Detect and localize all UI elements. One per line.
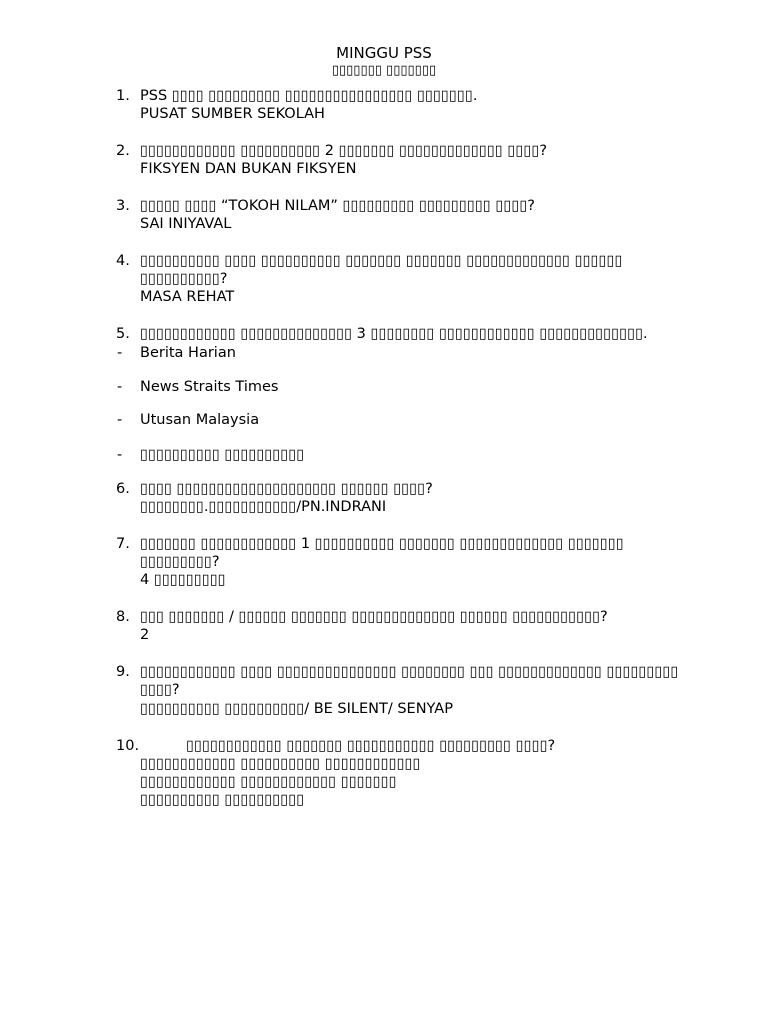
question-1: PSS ▯▯▯▯ ▯▯▯▯▯▯▯▯▯ ▯▯▯▯▯▯▯▯▯▯▯▯▯▯▯▯ ▯▯▯▯▯▯▯. (140, 88, 478, 104)
question-4-line-1: ▯▯▯▯▯▯▯▯▯▯ ▯▯▯▯ ▯▯▯▯▯▯▯▯▯▯ ▯▯▯▯▯▯▯ ▯▯▯▯▯▯▯ ▯▯▯▯▯▯▯▯▯▯▯▯▯ ▯▯▯▯▯▯ (140, 253, 623, 269)
question-9-line-1: ▯▯▯▯▯▯▯▯▯▯▯▯ ▯▯▯▯ ▯▯▯▯▯▯▯▯▯▯▯▯▯▯▯ ▯▯▯▯▯▯▯▯ ▯▯▯ ▯▯▯▯▯▯▯▯▯▯▯▯▯ ▯▯▯▯▯▯▯▯▯ (140, 664, 679, 680)
item-number-3: 3. (116, 198, 130, 214)
answer-9: ▯▯▯▯▯▯▯▯▯▯ ▯▯▯▯▯▯▯▯▯▯/ BE SILENT/ SENYAP (140, 701, 453, 717)
item-number-2: 2. (116, 143, 130, 159)
newspaper-item: Berita Harian (140, 345, 236, 361)
page-subtitle: ▯▯▯▯▯▯▯ ▯▯▯▯▯▯▯ (331, 63, 437, 78)
newspaper-item: News Straits Times (140, 379, 279, 395)
question-10: ▯▯▯▯▯▯▯▯▯▯▯▯ ▯▯▯▯▯▯▯ ▯▯▯▯▯▯▯▯▯▯▯ ▯▯▯▯▯▯▯▯▯ ▯▯▯▯? (186, 738, 556, 754)
question-7-line-2: ▯▯▯▯▯▯▯▯▯? (140, 554, 220, 570)
bullet-dash: - (117, 379, 123, 395)
bullet-dash: - (117, 447, 123, 463)
answer-10-line-2: ▯▯▯▯▯▯▯▯▯▯▯▯ ▯▯▯▯▯▯▯▯▯▯▯▯ ▯▯▯▯▯▯▯ (140, 774, 397, 790)
item-number-5: 5. (116, 326, 130, 342)
item-number-4: 4. (116, 253, 130, 269)
newspaper-item: Utusan Malaysia (140, 412, 260, 428)
question-9-line-2: ▯▯▯▯? (140, 682, 180, 698)
item-number-6: 6. (116, 481, 130, 497)
question-3: ▯▯▯▯▯ ▯▯▯▯ “TOKOH NILAM” ▯▯▯▯▯▯▯▯▯ ▯▯▯▯▯▯▯▯▯ ▯▯▯▯? (140, 198, 535, 214)
answer-6: ▯▯▯▯▯▯▯▯.▯▯▯▯▯▯▯▯▯▯▯/PN.INDRANI (140, 499, 387, 515)
bullet-dash: - (117, 345, 123, 361)
answer-1: PUSAT SUMBER SEKOLAH (140, 106, 325, 122)
answer-7: 4 ▯▯▯▯▯▯▯▯▯ (140, 572, 226, 588)
question-2: ▯▯▯▯▯▯▯▯▯▯▯▯ ▯▯▯▯▯▯▯▯▯▯ 2 ▯▯▯▯▯▯▯ ▯▯▯▯▯▯▯▯▯▯▯▯▯ ▯▯▯▯? (140, 143, 548, 159)
bullet-dash: - (117, 412, 123, 428)
answer-2: FIKSYEN DAN BUKAN FIKSYEN (140, 161, 357, 177)
item-number-10: 10. (116, 738, 140, 754)
question-7-line-1: ▯▯▯▯▯▯▯ ▯▯▯▯▯▯▯▯▯▯▯▯ 1 ▯▯▯▯▯▯▯▯▯▯ ▯▯▯▯▯▯▯ ▯▯▯▯▯▯▯▯▯▯▯▯▯ ▯▯▯▯▯▯▯ (140, 536, 624, 552)
question-4-line-2: ▯▯▯▯▯▯▯▯▯▯? (140, 271, 228, 287)
answer-10-line-1: ▯▯▯▯▯▯▯▯▯▯▯▯ ▯▯▯▯▯▯▯▯▯▯ ▯▯▯▯▯▯▯▯▯▯▯▯ (140, 756, 421, 772)
question-6: ▯▯▯▯ ▯▯▯▯▯▯▯▯▯▯▯▯▯▯▯▯▯▯▯▯ ▯▯▯▯▯▯ ▯▯▯▯? (140, 481, 433, 497)
newspaper-item: ▯▯▯▯▯▯▯▯▯▯ ▯▯▯▯▯▯▯▯▯▯ (140, 447, 305, 463)
item-number-1: 1. (116, 88, 130, 104)
item-number-7: 7. (116, 536, 130, 552)
item-number-8: 8. (116, 609, 130, 625)
answer-4: MASA REHAT (140, 289, 235, 305)
answer-8: 2 (140, 627, 150, 643)
question-5: ▯▯▯▯▯▯▯▯▯▯▯▯ ▯▯▯▯▯▯▯▯▯▯▯▯▯▯ 3 ▯▯▯▯▯▯▯▯ ▯▯▯▯▯▯▯▯▯▯▯▯ ▯▯▯▯▯▯▯▯▯▯▯▯▯. (140, 326, 648, 342)
answer-10-line-3: ▯▯▯▯▯▯▯▯▯▯ ▯▯▯▯▯▯▯▯▯▯ (140, 792, 305, 808)
question-8: ▯▯▯ ▯▯▯▯▯▯▯ / ▯▯▯▯▯▯ ▯▯▯▯▯▯▯ ▯▯▯▯▯▯▯▯▯▯▯▯▯ ▯▯▯▯▯▯ ▯▯▯▯▯▯▯▯▯▯▯? (140, 609, 608, 625)
item-number-9: 9. (116, 664, 130, 680)
page-title: MINGGU PSS (336, 44, 432, 62)
answer-3: SAI INIYAVAL (140, 216, 232, 232)
